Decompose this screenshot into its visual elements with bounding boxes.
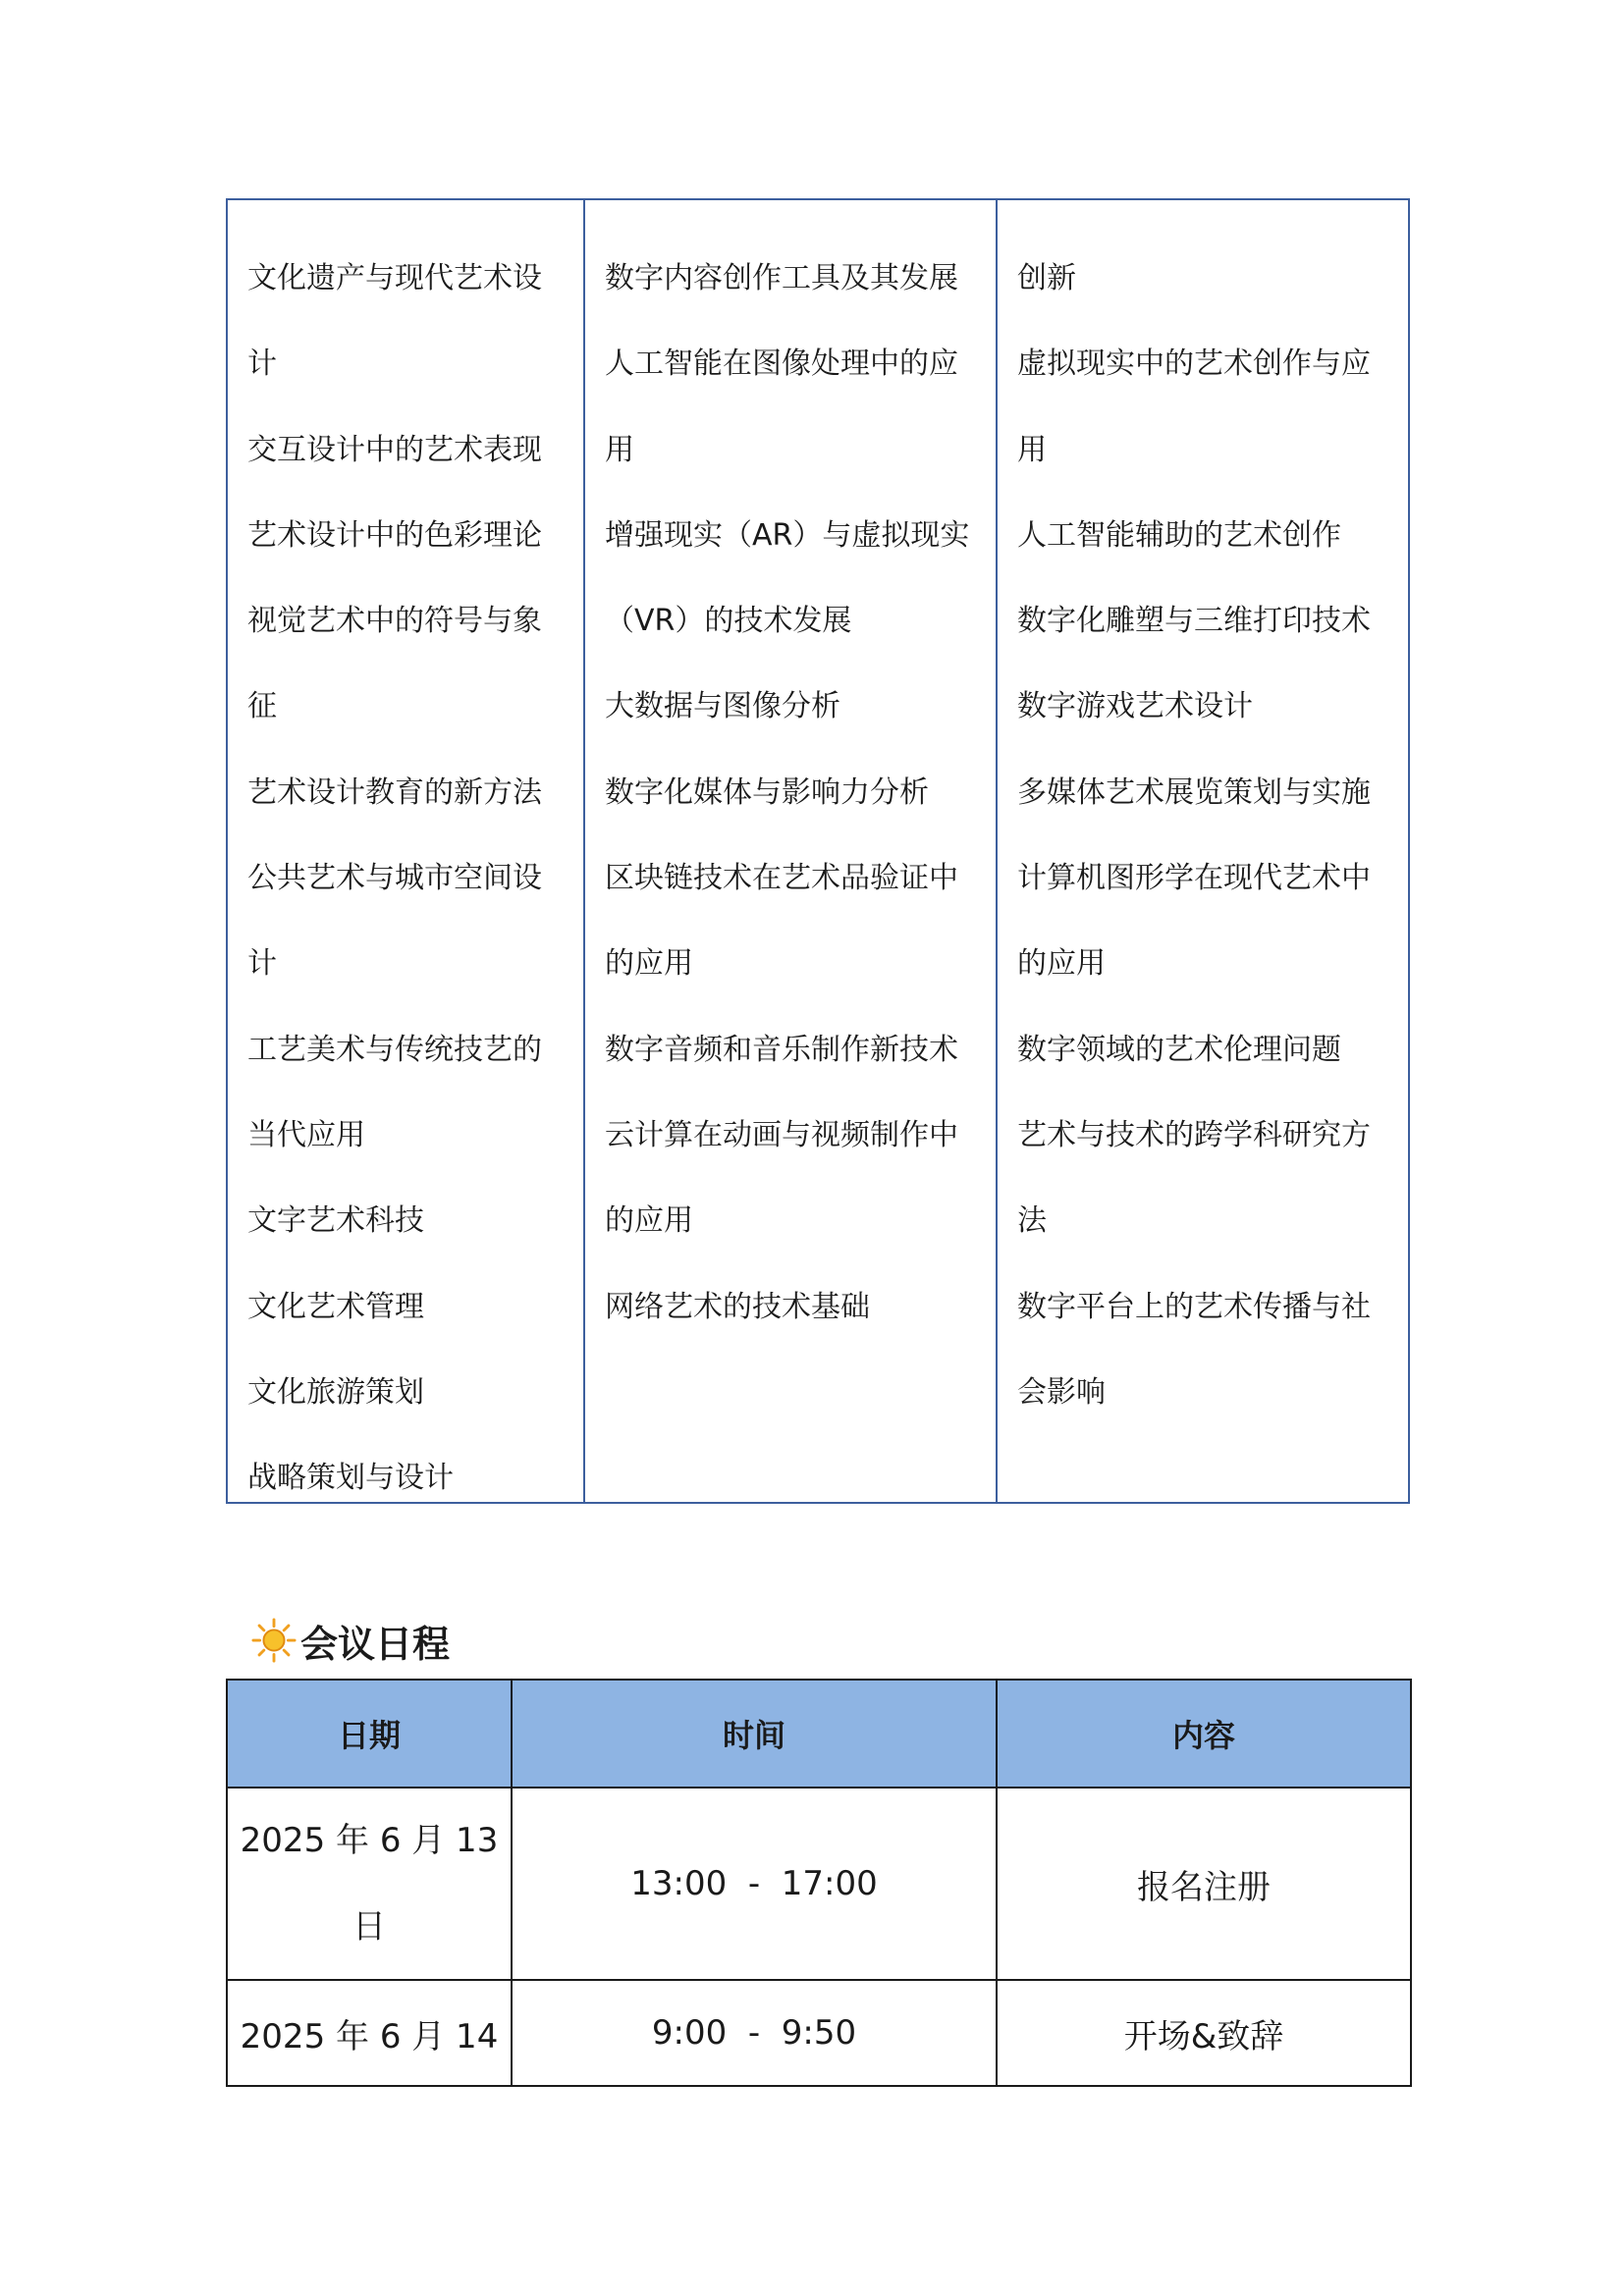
topic-line: 用 [605,432,634,467]
time-cell: 13:00 - 17:00 [512,1788,997,1980]
date-cell [227,1788,512,1980]
topic-line: 数字游戏艺术设计 [1017,689,1253,724]
topic-line: 视觉艺术中的符号与象 [247,604,542,639]
topic-line: 人工智能辅助的艺术创作 [1017,517,1341,553]
topic-line: （VR）的技术发展 [605,604,852,639]
topic-line: 云计算在动画与视频制作中 [605,1117,958,1152]
topic-line: 会影响 [1017,1374,1106,1410]
topic-line: 数字平台上的艺术传播与社 [1017,1289,1371,1324]
topic-line: 计算机图形学在现代艺术中 [1017,861,1371,896]
topic-line: 人工智能在图像处理中的应 [605,347,958,382]
time-cell: 9:00 - 9:50 [512,1980,997,2086]
topic-line: 数字音频和音乐制作新技术 [605,1032,958,1067]
schedule-header-row [227,1680,1411,1788]
topic-line: 多媒体艺术展览策划与实施 [1017,774,1371,810]
topic-line: 文化旅游策划 [247,1374,424,1410]
topics-column-1 [228,200,583,1502]
date-line: 2025 年 6 月 13 [240,1821,499,1860]
topic-line: 的应用 [605,946,693,982]
topic-line: 艺术与技术的跨学科研究方 [1017,1117,1371,1152]
content-cell: 报名注册 [997,1788,1411,1980]
header-content: 内容 [997,1680,1411,1788]
topic-line: 大数据与图像分析 [605,689,840,724]
topic-line: 的应用 [1017,946,1106,982]
topic-line: 艺术设计中的色彩理论 [247,517,542,553]
topic-line: 用 [1017,432,1047,467]
schedule-section-title [251,1606,450,1675]
topic-line: 艺术设计教育的新方法 [247,774,542,810]
topic-line: 工艺美术与传统技艺的 [247,1032,542,1067]
section-title-text: 会议日程 [300,1622,451,1666]
topic-line: 创新 [1017,261,1076,295]
topic-line: 增强现实（AR）与虚拟现实 [605,517,970,553]
topic-line: 征 [247,689,277,724]
topic-line: 文化艺术管理 [247,1289,424,1324]
topic-line: 的应用 [605,1203,693,1239]
topic-line: 法 [1017,1203,1047,1239]
table-row [227,1980,1411,2086]
topic-line: 文化遗产与现代艺术设 [247,261,542,295]
topic-line: 虚拟现实中的艺术创作与应 [1017,347,1371,382]
topic-line: 交互设计中的艺术表现 [247,432,542,467]
topic-line: 区块链技术在艺术品验证中 [605,861,958,896]
topic-line: 当代应用 [247,1117,365,1152]
topics-column-3 [996,200,1408,1502]
header-time: 时间 [512,1680,997,1788]
topic-line: 数字化雕塑与三维打印技术 [1017,604,1371,639]
date-line: 日 [352,1907,386,1947]
topic-line: 计 [247,946,277,982]
date-cell: 2025 年 6 月 14 [227,1980,512,2086]
schedule-table [226,1679,1412,2087]
topics-table [226,198,1410,1504]
topic-line: 数字化媒体与影响力分析 [605,774,929,810]
content-cell: 开场&致辞 [997,1980,1411,2086]
topic-line: 数字领域的艺术伦理问题 [1017,1032,1341,1067]
topic-line: 计 [247,347,277,382]
topic-line: 战略策划与设计 [247,1461,454,1496]
header-date: 日期 [227,1680,512,1788]
topics-column-2 [583,200,996,1502]
topic-line: 文字艺术科技 [247,1203,424,1239]
table-row [227,1788,1411,1980]
topic-line: 数字内容创作工具及其发展 [605,261,958,295]
topic-line: 网络艺术的技术基础 [605,1289,870,1324]
sun-icon [251,1618,297,1663]
topic-line: 公共艺术与城市空间设 [247,861,542,896]
